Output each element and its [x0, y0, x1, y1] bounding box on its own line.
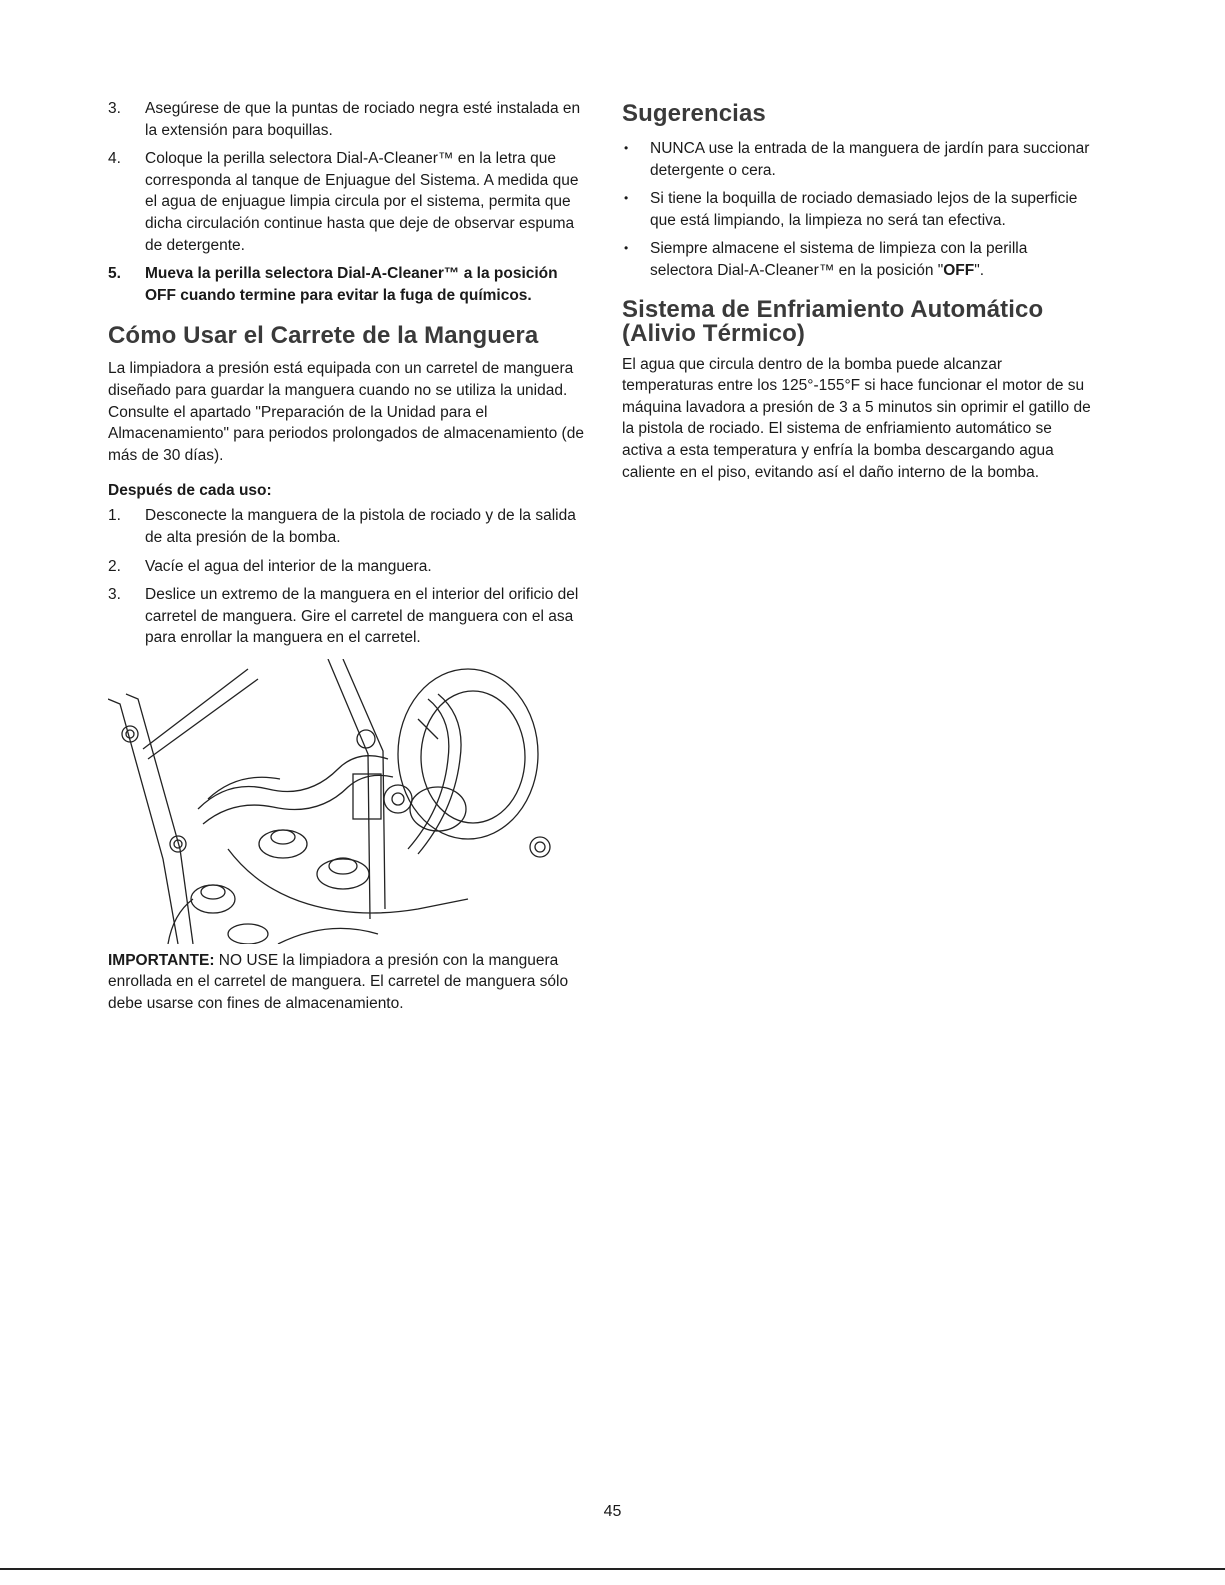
rinse-steps-list: [108, 98, 588, 306]
right-column: [622, 102, 1092, 483]
list-item: • Si tiene la boquilla de rociado demasiado lejos de la superficie que está limpiando, la limpieza no será tan efectiva.: [624, 190, 1078, 229]
page-number: 45: [603, 1503, 622, 1520]
after-use-subheading: Después de cada uso:: [108, 482, 272, 500]
list-item: • NUNCA use la entrada de la manguera de jardín para succionar detergente o cera.: [624, 140, 1090, 179]
cooling-text: El agua que circula dentro de la bomba puede alcanzar temperaturas entre los 125°-155°F si hace funcionar el motor de su máquina lavadora a presión de 3 a 5 minutos sin oprimir el gatillo de la pistola de rociado. El sistema de enfriamiento automático se activa a esta temperatura y enfría la bomba descargando agua caliente en el piso, evitando así el daño interno de la bomba.: [622, 355, 1091, 481]
list-item: 3. Asegúrese de que la puntas de rociado negra esté instalada en la extensión para boquillas.: [108, 100, 581, 139]
list-item: • Siempre almacene el sistema de limpieza con la perilla selectora Dial-A-Cleaner™ en la posición "OFF".: [624, 240, 1028, 279]
bullet-icon: •: [624, 191, 629, 206]
section-title-cooling: Sistema de Enfriamiento Automático (Alivio Térmico): [622, 295, 1044, 347]
list-item: 1. Desconecte la manguera de la pistola de rociado y de la salida de alta presión de la bomba.: [108, 507, 576, 546]
list-item: 2. Vacíe el agua del interior de la manguera.: [108, 557, 432, 575]
list-item: 3. Deslice un extremo de la manguera en el interior del orificio del carretel de manguera. Gire el carretel de manguera con el asa para enrollar la manguera en el carretel.: [108, 586, 579, 647]
bottom-rule: [0, 1568, 1225, 1570]
important-note: IMPORTANTE: NO USE la limpiadora a presión con la manguera enrollada en el carretel de manguera. El carretel de manguera sólo debe usarse con fines de almacenamiento.: [108, 951, 569, 1013]
important-label: IMPORTANTE:: [108, 951, 215, 969]
bullet-icon: •: [624, 141, 629, 155]
section-title-hose-reel: Cómo Usar el Carrete de la Manguera: [108, 322, 539, 350]
hose-reel-intro: La limpiadora a presión está equipada con un carretel de manguera diseñado para guardar la manguera cuando no se utiliza la unidad. Consulte el apartado "Preparación de la Unidad para el Almacenamiento" para periodos prolongados de almacenamiento (de más de 30 días).: [108, 360, 584, 464]
left-column: [108, 98, 588, 1015]
hose-reel-illustration: [108, 659, 568, 944]
after-use-steps-list: [108, 505, 588, 649]
tips-list: [622, 138, 1092, 282]
list-item-warning: 5. Mueva la perilla selectora Dial-A-Cleaner™ a la posición OFF cuando termine para evitar la fuga de químicos.: [108, 265, 558, 304]
list-item: 4. Coloque la perilla selectora Dial-A-Cleaner™ en la letra que corresponda al tanque de Enjuague del Sistema. A medida que el agua de enjuague limpia circula por el sistema, permita que dicha circulación continue hasta que deje de observar espuma de detergente.: [108, 150, 579, 254]
bullet-icon: •: [624, 241, 629, 256]
section-title-tips: Sugerencias: [622, 100, 766, 127]
